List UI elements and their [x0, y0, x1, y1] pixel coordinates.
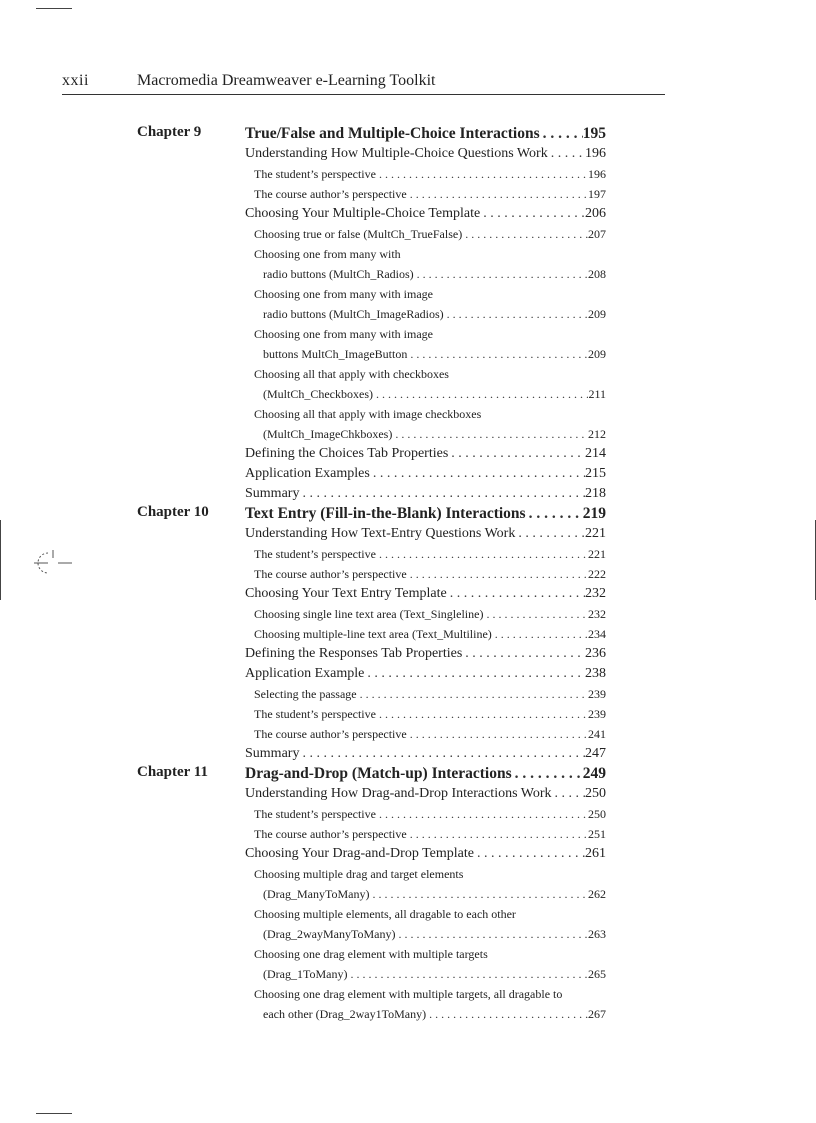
toc-subsection-entry-title: The student’s perspective	[254, 807, 376, 821]
leader-dots	[376, 805, 588, 823]
chapter-entry[interactable]	[245, 505, 606, 523]
leader-dots	[515, 525, 585, 543]
toc-subsection-entry-title: The course author’s perspective	[254, 187, 407, 201]
toc-subsection-entry[interactable]	[263, 925, 606, 943]
toc-subsection-entry[interactable]	[254, 725, 606, 743]
toc-section-entry-page: 232	[585, 586, 606, 601]
toc-subsection-entry-page: 221	[588, 547, 606, 561]
toc-subsection-entry-page: 208	[588, 267, 606, 281]
toc-subsection-entry[interactable]	[254, 625, 606, 643]
chapter-entry-title: True/False and Multiple-Choice Interactions	[245, 125, 540, 142]
registration-mark-icon	[30, 548, 76, 578]
toc-section-entry-title: Application Examples	[245, 466, 370, 481]
toc-subsection-entry-title: The course author’s perspective	[254, 567, 407, 581]
toc-subsection-entry-title: Choosing true or false (MultCh_TrueFalse)	[254, 227, 463, 241]
toc-subsection-entry-page: 196	[588, 167, 606, 181]
toc-subsection-entry[interactable]	[254, 805, 606, 823]
leader-dots	[370, 465, 585, 483]
toc-section-entry-page: 214	[585, 446, 606, 461]
toc-subsection-entry-title: (Drag_1ToMany)	[263, 967, 348, 981]
toc-subsection-entry-title: radio buttons (MultCh_ImageRadios)	[263, 307, 444, 321]
toc-subsection-entry-title: The course author’s perspective	[254, 827, 407, 841]
leader-dots	[426, 1005, 588, 1023]
toc-subsection-entry-page: 197	[588, 187, 606, 201]
toc-subsection-entry-title: radio buttons (MultCh_Radios)	[263, 267, 414, 281]
toc-subsection-lead: Choosing all that apply with checkboxes	[254, 367, 449, 381]
toc-subsection-entry[interactable]	[263, 345, 606, 363]
leader-dots	[444, 305, 588, 323]
leader-dots	[357, 685, 588, 703]
toc-section-entry[interactable]	[245, 845, 606, 863]
toc-subsection-entry-title: The course author’s perspective	[254, 727, 407, 741]
leader-dots	[483, 605, 588, 623]
leader-dots	[540, 125, 583, 143]
chapter-label: Chapter 9	[137, 124, 202, 140]
page-number: xxii	[62, 72, 89, 89]
toc-subsection-entry-page: 265	[588, 967, 606, 981]
toc-section-entry[interactable]	[245, 785, 606, 803]
chapter-entry-page: 195	[582, 125, 606, 142]
chapter-entry-title: Drag-and-Drop (Match-up) Interactions	[245, 765, 512, 782]
toc-section-entry[interactable]	[245, 465, 606, 483]
toc-subsection-entry[interactable]	[263, 885, 606, 903]
toc-section-entry[interactable]	[245, 745, 606, 763]
chapter-label: Chapter 11	[137, 764, 208, 780]
toc-section-entry-title: Defining the Responses Tab Properties	[245, 646, 463, 661]
toc-section-entry-title: Understanding How Text-Entry Questions Work	[245, 526, 516, 541]
leader-dots	[392, 425, 588, 443]
toc-subsection-entry[interactable]	[254, 185, 606, 203]
leader-dots	[407, 345, 588, 363]
toc-subsection-entry[interactable]	[263, 425, 606, 443]
toc-section-entry-page: 221	[585, 526, 606, 541]
leader-dots	[373, 385, 588, 403]
toc-subsection-entry-page: 209	[588, 307, 606, 321]
toc-subsection-entry-title: The student’s perspective	[254, 547, 376, 561]
leader-dots	[526, 505, 583, 523]
leader-dots	[414, 265, 588, 283]
toc-subsection-entry-page: 263	[588, 927, 606, 941]
chapter-label: Chapter 10	[137, 504, 209, 520]
toc-subsection-entry[interactable]	[263, 965, 606, 983]
toc-subsection-entry-page: 250	[588, 807, 606, 821]
toc-section-entry-title: Summary	[245, 486, 300, 501]
toc-subsection-entry[interactable]	[254, 165, 606, 183]
leader-dots	[512, 765, 583, 783]
chapter-entry-page: 219	[582, 505, 606, 522]
toc-section-entry-title: Summary	[245, 746, 300, 761]
leader-dots	[448, 445, 585, 463]
toc-section-entry-page: 238	[585, 666, 606, 681]
toc-section-entry-title: Choosing Your Drag-and-Drop Template	[245, 846, 474, 861]
toc-section-entry-title: Understanding How Multiple-Choice Questions Work	[245, 146, 548, 161]
chapter-entry[interactable]	[245, 125, 606, 143]
leader-dots	[395, 925, 588, 943]
toc-section-entry[interactable]	[245, 205, 606, 223]
toc-subsection-entry-title: buttons MultCh_ImageButton	[263, 347, 408, 361]
toc-section-entry-page: 218	[585, 486, 606, 501]
toc-subsection-entry-title: (MultCh_Checkboxes)	[263, 387, 373, 401]
toc-subsection-entry-page: 239	[588, 687, 606, 701]
toc-section-entry-page: 215	[585, 466, 606, 481]
toc-subsection-entry-page: 222	[588, 567, 606, 581]
book-title: Macromedia Dreamweaver e-Learning Toolkit	[137, 72, 436, 89]
toc-subsection-entry-page: 267	[588, 1007, 606, 1021]
leader-dots	[407, 565, 588, 583]
crop-mark-left-edge	[0, 520, 1, 600]
toc-subsection-entry-page: 234	[588, 627, 606, 641]
leader-dots	[480, 205, 585, 223]
toc-section-entry-page: 196	[585, 146, 606, 161]
crop-mark-bottom-left	[36, 1113, 72, 1114]
toc-subsection-entry-page: 241	[588, 727, 606, 741]
toc-section-entry-title: Choosing Your Text Entry Template	[245, 586, 447, 601]
chapter-entry[interactable]	[245, 765, 606, 783]
toc-section-entry[interactable]	[245, 665, 606, 683]
toc-section-entry-page: 206	[585, 206, 606, 221]
toc-subsection-lead: Choosing one drag element with multiple targets, all dragable to	[254, 987, 563, 1001]
toc-subsection-lead: Choosing all that apply with image checkboxes	[254, 407, 482, 421]
toc-subsection-entry-page: 211	[588, 387, 606, 401]
leader-dots	[462, 225, 588, 243]
toc-section-entry-title: Defining the Choices Tab Properties	[245, 446, 449, 461]
leader-dots	[474, 845, 585, 863]
toc-section-entry-title: Choosing Your Multiple-Choice Template	[245, 206, 481, 221]
toc-subsection-entry-title: Choosing multiple-line text area (Text_Multiline)	[254, 627, 492, 641]
toc-section-entry[interactable]	[245, 445, 606, 463]
leader-dots	[369, 885, 588, 903]
toc-subsection-entry[interactable]	[254, 705, 606, 723]
toc-section-entry-page: 247	[585, 746, 606, 761]
toc-subsection-lead: Choosing one drag element with multiple targets	[254, 947, 488, 961]
toc-subsection-entry-title: The student’s perspective	[254, 707, 376, 721]
leader-dots	[407, 825, 588, 843]
toc-subsection-entry[interactable]	[254, 545, 606, 563]
toc-subsection-entry-title: Selecting the passage	[254, 687, 357, 701]
leader-dots	[407, 185, 588, 203]
toc-subsection-lead: Choosing multiple drag and target elements	[254, 867, 464, 881]
leader-dots	[376, 545, 588, 563]
toc-section-entry-page: 261	[585, 846, 606, 861]
toc-subsection-entry[interactable]	[254, 565, 606, 583]
toc-subsection-entry[interactable]	[263, 385, 606, 403]
toc-subsection-entry-page: 209	[588, 347, 606, 361]
toc-subsection-entry-title: Choosing single line text area (Text_Singleline)	[254, 607, 484, 621]
toc-section-entry[interactable]	[245, 645, 606, 663]
toc-subsection-entry[interactable]	[263, 305, 606, 323]
leader-dots	[376, 705, 588, 723]
crop-mark-top-left	[36, 8, 72, 9]
toc-subsection-entry[interactable]	[263, 265, 606, 283]
toc-subsection-entry[interactable]	[254, 825, 606, 843]
toc-subsection-entry-title: (MultCh_ImageChkboxes)	[263, 427, 393, 441]
leader-dots	[462, 645, 585, 663]
toc-section-entry[interactable]	[245, 485, 606, 503]
running-header	[62, 72, 665, 95]
toc-subsection-lead: Choosing one from many with image	[254, 287, 433, 301]
toc-subsection-entry-title: each other (Drag_2way1ToMany)	[263, 1007, 427, 1021]
toc-subsection-entry-page: 262	[588, 887, 606, 901]
leader-dots	[364, 665, 585, 683]
toc-section-entry-page: 250	[585, 786, 606, 801]
toc-subsection-lead: Choosing multiple elements, all dragable to each other	[254, 907, 516, 921]
toc-subsection-lead: Choosing one from many with image	[254, 327, 433, 341]
chapter-entry-page: 249	[582, 765, 606, 782]
toc-section-entry[interactable]	[245, 525, 606, 543]
leader-dots	[492, 625, 588, 643]
leader-dots	[299, 485, 585, 503]
toc-subsection-entry-page: 251	[588, 827, 606, 841]
toc-subsection-entry-page: 212	[588, 427, 606, 441]
leader-dots	[347, 965, 588, 983]
toc-section-entry-title: Understanding How Drag-and-Drop Interactions Work	[245, 786, 552, 801]
toc-subsection-entry[interactable]	[263, 1005, 606, 1023]
toc-subsection-entry-page: 207	[588, 227, 606, 241]
leader-dots	[447, 585, 585, 603]
toc-subsection-entry[interactable]	[254, 225, 606, 243]
toc-section-entry[interactable]	[245, 145, 606, 163]
toc-section-entry-title: Application Example	[245, 666, 365, 681]
toc-section-entry[interactable]	[245, 585, 606, 603]
leader-dots	[376, 165, 588, 183]
toc-subsection-entry[interactable]	[254, 685, 606, 703]
leader-dots	[407, 725, 588, 743]
toc-subsection-entry-title: (Drag_2wayManyToMany)	[263, 927, 396, 941]
leader-dots	[299, 745, 585, 763]
toc-subsection-entry-page: 232	[588, 607, 606, 621]
toc-subsection-lead: Choosing one from many with	[254, 247, 401, 261]
toc-subsection-entry-page: 239	[588, 707, 606, 721]
leader-dots	[548, 145, 585, 163]
leader-dots	[552, 785, 585, 803]
toc-subsection-entry[interactable]	[254, 605, 606, 623]
toc-subsection-entry-title: The student’s perspective	[254, 167, 376, 181]
chapter-entry-title: Text Entry (Fill-in-the-Blank) Interactions	[245, 505, 526, 522]
toc-subsection-entry-title: (Drag_ManyToMany)	[263, 887, 370, 901]
toc-section-entry-page: 236	[585, 646, 606, 661]
